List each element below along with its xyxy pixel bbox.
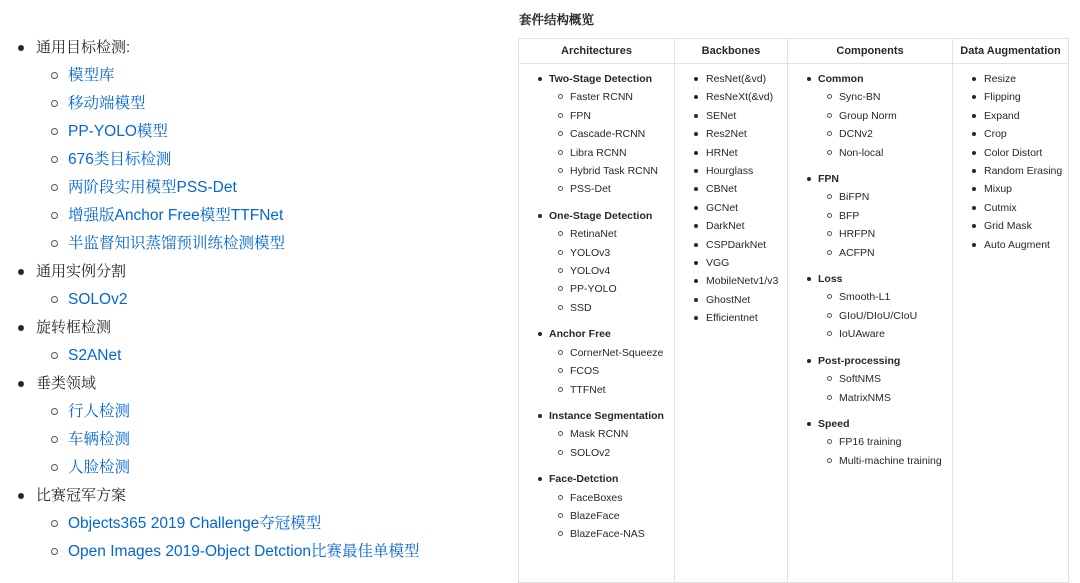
group-item xyxy=(788,288,952,306)
circle-bullet-icon xyxy=(558,113,563,118)
bullet-icon xyxy=(807,77,811,81)
circle-bullet-icon xyxy=(827,294,832,299)
group-item xyxy=(788,325,952,343)
group-item xyxy=(788,125,952,143)
list-item xyxy=(18,426,488,454)
group-item-label: YOLOv3 xyxy=(570,246,611,259)
list-item xyxy=(18,398,488,426)
bullet-icon xyxy=(972,224,976,228)
circle-bullet-icon xyxy=(558,168,563,173)
section-label: 旋转框检测 xyxy=(36,319,112,336)
list-item-link[interactable]: 行人检测 xyxy=(68,403,131,420)
bullet-icon xyxy=(694,187,698,191)
list-item xyxy=(18,230,488,258)
list-item-label: Efficientnet xyxy=(706,312,758,325)
bullet-icon xyxy=(972,114,976,118)
circle-bullet-icon xyxy=(51,464,58,471)
group-item xyxy=(519,425,674,443)
list-item-link[interactable]: 车辆检测 xyxy=(68,431,131,448)
list-item xyxy=(953,70,1068,88)
circle-bullet-icon xyxy=(827,131,832,136)
spacer xyxy=(519,317,674,325)
group-item xyxy=(788,225,952,243)
list-item-label: Crop xyxy=(984,128,1007,141)
list-item xyxy=(675,309,787,327)
circle-bullet-icon xyxy=(51,296,58,303)
circle-bullet-icon xyxy=(558,186,563,191)
bullet-icon xyxy=(694,77,698,81)
list-item-link[interactable]: S2ANet xyxy=(68,347,122,364)
circle-bullet-icon xyxy=(558,231,563,236)
header-backbones: Backbones xyxy=(675,39,788,64)
group-item-label: HRFPN xyxy=(839,228,876,241)
list-section-1 xyxy=(18,258,488,286)
list-item-label: HRNet xyxy=(706,146,738,159)
list-item-label: CBNet xyxy=(706,183,737,196)
list-item-link[interactable]: Objects365 2019 Challenge夺冠模型 xyxy=(68,515,322,532)
group-item-label: BlazeFace xyxy=(570,509,620,522)
list-item-label: GCNet xyxy=(706,201,739,214)
circle-bullet-icon xyxy=(827,313,832,318)
components-cell xyxy=(788,64,953,583)
list-item-label: Color Distort xyxy=(984,146,1043,159)
circle-bullet-icon xyxy=(558,495,563,500)
list-item xyxy=(675,217,787,235)
bullet-icon xyxy=(807,359,811,363)
spacer xyxy=(519,199,674,207)
bullet-icon xyxy=(18,325,24,331)
group-heading xyxy=(519,407,674,425)
circle-bullet-icon xyxy=(558,286,563,291)
group-item xyxy=(519,125,674,143)
group-item-label: FCOS xyxy=(570,365,600,378)
list-item xyxy=(675,254,787,272)
list-item xyxy=(675,291,787,309)
group-name: Loss xyxy=(818,273,843,286)
group-item-label: YOLOv4 xyxy=(570,265,611,278)
list-item xyxy=(675,162,787,180)
data-augmentation-cell xyxy=(953,64,1069,583)
group-item-label: FP16 training xyxy=(839,436,902,449)
group-item xyxy=(519,280,674,298)
bullet-icon xyxy=(972,151,976,155)
group-heading xyxy=(788,352,952,370)
group-item-label: RetinaNet xyxy=(570,228,617,241)
bullet-icon xyxy=(538,477,542,481)
list-item xyxy=(953,180,1068,198)
circle-bullet-icon xyxy=(51,72,58,79)
group-item xyxy=(519,180,674,198)
group-item xyxy=(519,88,674,106)
group-heading xyxy=(519,325,674,343)
group-item-label: BFP xyxy=(839,209,860,222)
group-item-label: PP-YOLO xyxy=(570,283,617,296)
spacer xyxy=(519,399,674,407)
group-item xyxy=(788,307,952,325)
list-item-link[interactable]: 移动端模型 xyxy=(68,95,146,112)
list-item-link[interactable]: 模型库 xyxy=(68,67,115,84)
group-name: Post-processing xyxy=(818,354,901,367)
circle-bullet-icon xyxy=(51,436,58,443)
bullet-icon xyxy=(972,206,976,210)
list-item xyxy=(953,125,1068,143)
bullet-icon xyxy=(538,414,542,418)
bullet-icon xyxy=(694,261,698,265)
circle-bullet-icon xyxy=(558,268,563,273)
list-item xyxy=(675,272,787,290)
circle-bullet-icon xyxy=(827,94,832,99)
group-item-label: SoftNMS xyxy=(839,373,882,386)
circle-bullet-icon xyxy=(51,100,58,107)
list-item xyxy=(953,107,1068,125)
group-name: Anchor Free xyxy=(549,328,611,341)
section-label: 比赛冠军方案 xyxy=(36,487,127,504)
bullet-icon xyxy=(694,316,698,320)
group-item xyxy=(788,107,952,125)
circle-bullet-icon xyxy=(827,376,832,381)
group-item-label: Group Norm xyxy=(839,109,897,122)
header-architectures: Architectures xyxy=(519,39,675,64)
group-item xyxy=(519,144,674,162)
group-item xyxy=(519,344,674,362)
list-item xyxy=(18,118,488,146)
section-label: 通用目标检测: xyxy=(36,39,131,56)
list-item xyxy=(675,199,787,217)
circle-bullet-icon xyxy=(558,450,563,455)
list-item xyxy=(18,454,488,482)
circle-bullet-icon xyxy=(558,350,563,355)
list-item-label: Hourglass xyxy=(706,165,754,178)
group-item-label: FPN xyxy=(570,109,591,122)
list-item-label: CSPDarkNet xyxy=(706,238,767,251)
list-item-link[interactable]: 人脸检测 xyxy=(68,459,131,476)
group-item xyxy=(788,452,952,470)
list-item-label: SENet xyxy=(706,109,737,122)
bullet-icon xyxy=(18,381,24,387)
list-item xyxy=(18,342,488,370)
list-item-label: Grid Mask xyxy=(984,220,1032,233)
group-heading xyxy=(519,70,674,88)
group-item xyxy=(788,389,952,407)
list-item-label: ResNeXt(&vd) xyxy=(706,91,774,104)
list-section-2 xyxy=(18,314,488,342)
group-item xyxy=(519,525,674,543)
list-item xyxy=(18,538,488,566)
list-item-label: Random Erasing xyxy=(984,165,1063,178)
circle-bullet-icon xyxy=(558,150,563,155)
spacer xyxy=(519,462,674,470)
group-item xyxy=(519,507,674,525)
list-item-label: DarkNet xyxy=(706,220,745,233)
bullet-icon xyxy=(538,332,542,336)
circle-bullet-icon xyxy=(827,395,832,400)
group-name: Two-Stage Detection xyxy=(549,73,653,85)
list-item xyxy=(953,162,1068,180)
table-header-row xyxy=(519,39,1069,64)
bullet-icon xyxy=(694,169,698,173)
bullet-icon xyxy=(972,187,976,191)
bullet-icon xyxy=(18,269,24,275)
group-item xyxy=(788,433,952,451)
list-item-label: Expand xyxy=(984,109,1020,122)
group-name: One-Stage Detection xyxy=(549,209,653,222)
list-item-link[interactable]: 676类目标检测 xyxy=(68,151,172,168)
feature-list xyxy=(18,34,488,566)
circle-bullet-icon xyxy=(558,431,563,436)
group-heading xyxy=(519,207,674,225)
group-name: Common xyxy=(818,73,864,85)
group-item-label: SOLOv2 xyxy=(570,446,611,459)
list-section-3 xyxy=(18,370,488,398)
group-item xyxy=(519,262,674,280)
list-item xyxy=(18,62,488,90)
circle-bullet-icon xyxy=(51,184,58,191)
circle-bullet-icon xyxy=(51,128,58,135)
list-item-label: Res2Net xyxy=(706,128,747,141)
bullet-icon xyxy=(18,45,24,51)
bullet-icon xyxy=(694,224,698,228)
group-heading xyxy=(519,470,674,488)
group-item xyxy=(519,225,674,243)
group-item xyxy=(788,88,952,106)
bullet-icon xyxy=(694,95,698,99)
group-item xyxy=(519,162,674,180)
group-item-label: FaceBoxes xyxy=(570,491,623,504)
list-item-link[interactable]: SOLOv2 xyxy=(68,291,128,308)
group-item-label: TTFNet xyxy=(570,383,606,396)
spacer xyxy=(788,162,952,170)
list-item xyxy=(18,90,488,118)
list-item xyxy=(953,236,1068,254)
list-item-label: ResNet(&vd) xyxy=(706,73,767,85)
table-row xyxy=(519,64,1069,583)
circle-bullet-icon xyxy=(558,531,563,536)
group-item-label: Libra RCNN xyxy=(570,146,627,159)
group-item-label: Sync-BN xyxy=(839,91,881,104)
circle-bullet-icon xyxy=(827,213,832,218)
group-item xyxy=(788,188,952,206)
group-item-label: Non-local xyxy=(839,146,884,159)
circle-bullet-icon xyxy=(827,194,832,199)
list-item xyxy=(18,286,488,314)
circle-bullet-icon xyxy=(558,368,563,373)
bullet-icon xyxy=(538,214,542,218)
bullet-icon xyxy=(694,243,698,247)
list-item-label: Auto Augment xyxy=(984,238,1050,251)
group-item-label: Faster RCNN xyxy=(570,91,634,104)
list-item xyxy=(953,144,1068,162)
bullet-icon xyxy=(694,206,698,210)
list-item-label: VGG xyxy=(706,257,730,270)
spacer xyxy=(788,262,952,270)
group-item-label: Mask RCNN xyxy=(570,428,629,441)
list-item-link[interactable]: 半监督知识蒸馏预训练检测模型 xyxy=(68,235,286,252)
list-item-link[interactable]: 增强版Anchor Free模型TTFNet xyxy=(68,207,284,224)
circle-bullet-icon xyxy=(558,305,563,310)
bullet-icon xyxy=(972,77,976,81)
circle-bullet-icon xyxy=(558,94,563,99)
circle-bullet-icon xyxy=(51,548,58,555)
list-item-link[interactable]: Open Images 2019-Object Detction比赛最佳单模型 xyxy=(68,543,420,560)
section-label: 垂类领域 xyxy=(36,375,97,392)
group-item xyxy=(519,107,674,125)
group-item xyxy=(788,207,952,225)
group-item-label: BiFPN xyxy=(839,191,870,204)
circle-bullet-icon xyxy=(51,240,58,247)
group-item-label: BlazeFace-NAS xyxy=(570,528,645,541)
section-label: 通用实例分割 xyxy=(36,263,127,280)
circle-bullet-icon xyxy=(558,131,563,136)
table-title: 套件结构概览 xyxy=(519,13,595,27)
circle-bullet-icon xyxy=(51,156,58,163)
list-item xyxy=(953,217,1068,235)
circle-bullet-icon xyxy=(51,352,58,359)
list-item xyxy=(18,202,488,230)
backbones-cell xyxy=(675,64,788,583)
spacer xyxy=(788,344,952,352)
list-item-label: Cutmix xyxy=(984,201,1017,214)
group-item-label: Smooth-L1 xyxy=(839,291,891,304)
group-item xyxy=(788,244,952,262)
circle-bullet-icon xyxy=(558,513,563,518)
list-item-link[interactable]: 两阶段实用模型PSS-Det xyxy=(68,179,237,196)
bullet-icon xyxy=(972,243,976,247)
group-item-label: Multi-machine training xyxy=(839,454,942,467)
circle-bullet-icon xyxy=(558,387,563,392)
group-item-label: Hybrid Task RCNN xyxy=(570,165,658,178)
group-name: Speed xyxy=(818,417,850,430)
circle-bullet-icon xyxy=(827,231,832,236)
suite-overview-table xyxy=(518,38,1069,583)
group-item xyxy=(788,370,952,388)
list-item-label: GhostNet xyxy=(706,293,751,306)
list-item xyxy=(675,70,787,88)
spacer xyxy=(788,407,952,415)
circle-bullet-icon xyxy=(827,113,832,118)
group-item xyxy=(519,489,674,507)
group-item-label: Cascade-RCNN xyxy=(570,128,646,141)
list-item xyxy=(675,88,787,106)
list-item xyxy=(675,236,787,254)
circle-bullet-icon xyxy=(51,408,58,415)
group-item xyxy=(519,299,674,317)
circle-bullet-icon xyxy=(558,250,563,255)
list-item xyxy=(953,199,1068,217)
bullet-icon xyxy=(694,298,698,302)
group-item xyxy=(519,362,674,380)
bullet-icon xyxy=(972,132,976,136)
group-item-label: DCNv2 xyxy=(839,128,873,141)
list-item xyxy=(675,107,787,125)
bullet-icon xyxy=(694,132,698,136)
list-item-label: Mixup xyxy=(984,183,1013,196)
list-item xyxy=(18,174,488,202)
group-item xyxy=(519,381,674,399)
bullet-icon xyxy=(18,493,24,499)
circle-bullet-icon xyxy=(827,250,832,255)
group-item xyxy=(519,244,674,262)
group-item xyxy=(519,444,674,462)
bullet-icon xyxy=(807,422,811,426)
group-item xyxy=(788,144,952,162)
group-item-label: PSS-Det xyxy=(570,183,611,196)
circle-bullet-icon xyxy=(827,439,832,444)
bullet-icon xyxy=(807,177,811,181)
circle-bullet-icon xyxy=(827,458,832,463)
group-name: FPN xyxy=(818,173,839,186)
list-item xyxy=(675,180,787,198)
list-item xyxy=(675,144,787,162)
bullet-icon xyxy=(694,151,698,155)
group-heading xyxy=(788,70,952,88)
circle-bullet-icon xyxy=(51,212,58,219)
circle-bullet-icon xyxy=(827,331,832,336)
header-data-augmentation: Data Augmentation xyxy=(953,39,1069,64)
group-item-label: SSD xyxy=(570,301,592,314)
header-components: Components xyxy=(788,39,953,64)
list-item xyxy=(675,125,787,143)
bullet-icon xyxy=(538,77,542,81)
circle-bullet-icon xyxy=(51,520,58,527)
group-item-label: IoUAware xyxy=(839,328,885,341)
list-item xyxy=(953,88,1068,106)
list-item-link[interactable]: PP-YOLO模型 xyxy=(68,123,168,140)
list-item-label: Resize xyxy=(984,73,1017,85)
list-item xyxy=(18,146,488,174)
list-section-4 xyxy=(18,482,488,510)
circle-bullet-icon xyxy=(827,150,832,155)
bullet-icon xyxy=(972,95,976,99)
bullet-icon xyxy=(972,169,976,173)
group-item-label: MatrixNMS xyxy=(839,391,891,404)
list-section-0 xyxy=(18,34,488,62)
group-heading xyxy=(788,415,952,433)
bullet-icon xyxy=(807,277,811,281)
list-item-label: Flipping xyxy=(984,91,1021,104)
list-item xyxy=(18,510,488,538)
bullet-icon xyxy=(694,114,698,118)
list-item-label: MobileNetv1/v3 xyxy=(706,275,779,288)
architectures-cell xyxy=(519,64,675,583)
group-name: Instance Segmentation xyxy=(549,409,664,422)
group-heading xyxy=(788,170,952,188)
group-item-label: ACFPN xyxy=(839,246,875,259)
group-item-label: CornerNet-Squeeze xyxy=(570,346,664,359)
group-item-label: GIoU/DIoU/CIoU xyxy=(839,309,918,322)
bullet-icon xyxy=(694,279,698,283)
group-heading xyxy=(788,270,952,288)
group-name: Face-Detction xyxy=(549,473,619,486)
